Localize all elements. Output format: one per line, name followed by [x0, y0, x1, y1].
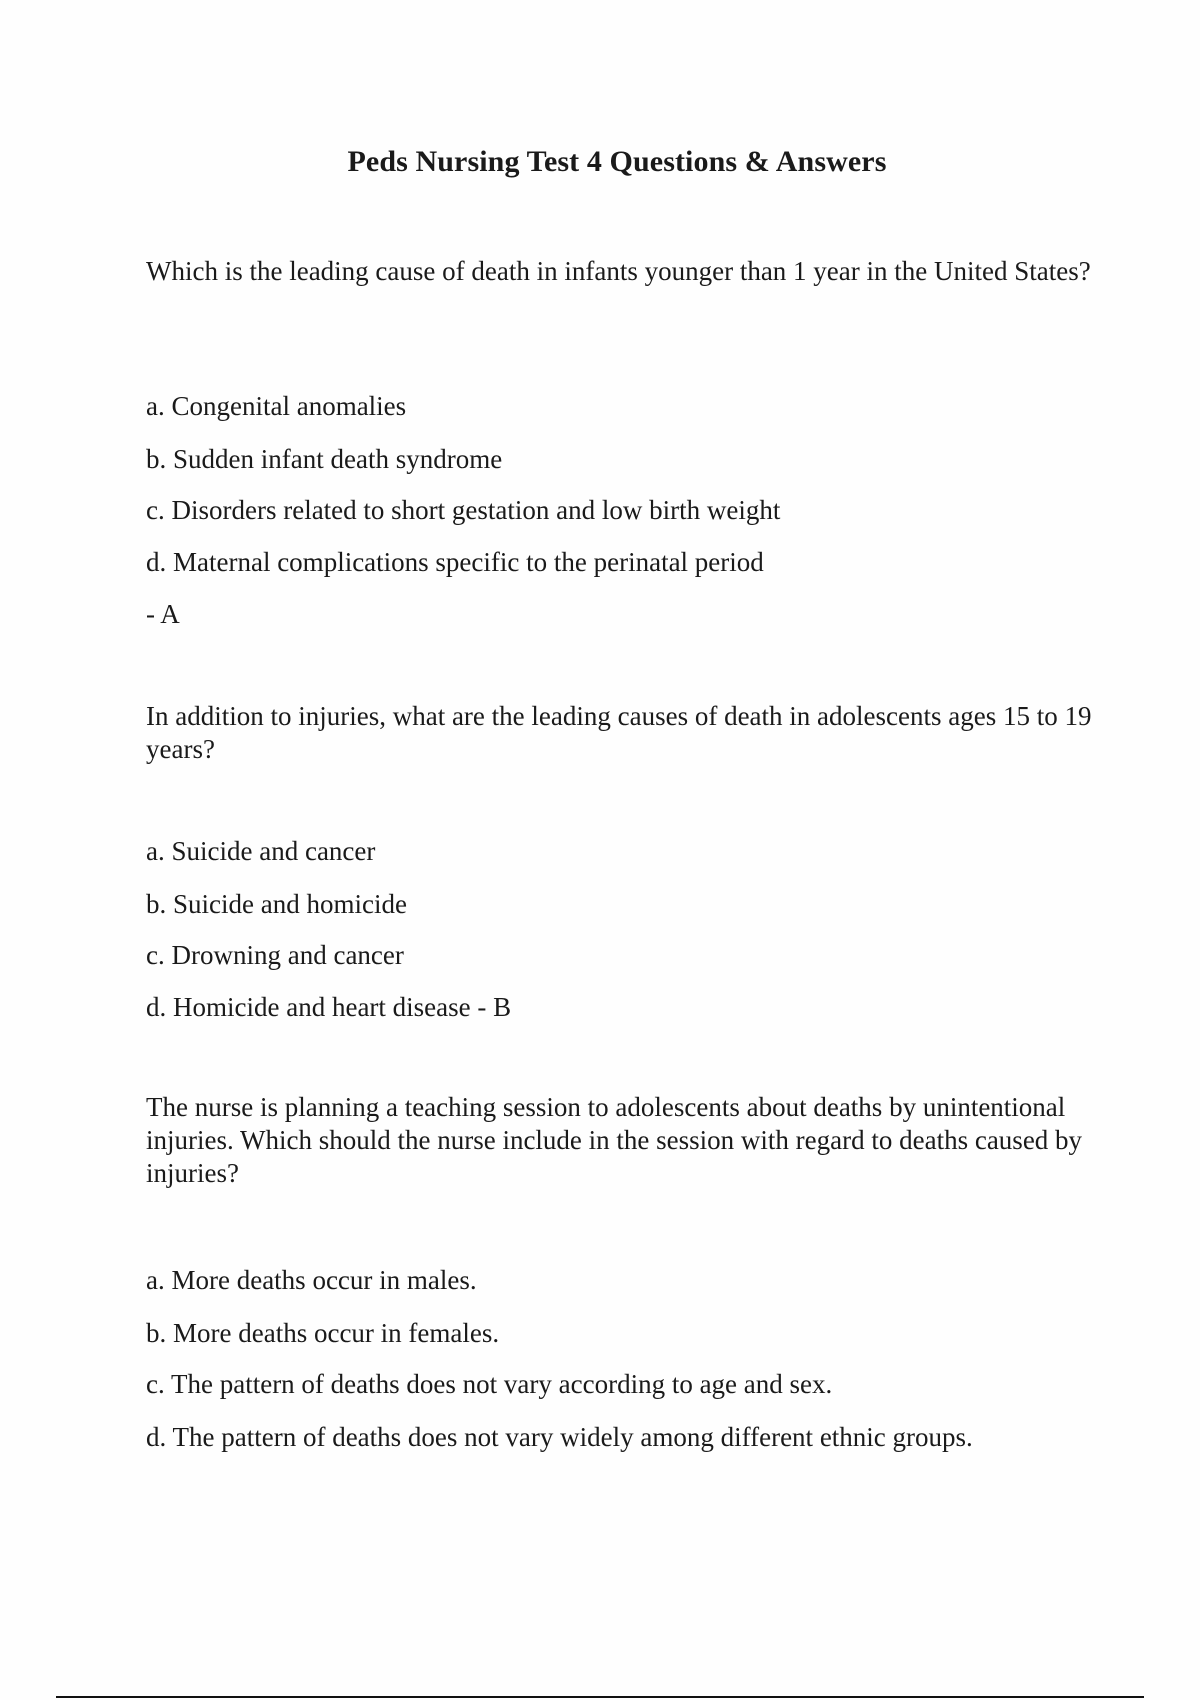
- question-1-option-d: d. Maternal complications specific to the perinatal period: [146, 547, 764, 577]
- question-2-option-d: d. Homicide and heart disease - B: [146, 992, 512, 1022]
- question-2-text: In addition to injuries, what are the leading causes of death in adolescents ages 15 to 19 years?: [146, 701, 1092, 764]
- question-2-option-a: a. Suicide and cancer: [146, 836, 376, 866]
- question-3-option-a: a. More deaths occur in males.: [146, 1265, 477, 1295]
- question-2-option-b: b. Suicide and homicide: [146, 889, 407, 919]
- page-bottom-rule: [56, 1696, 1144, 1698]
- question-1-option-c: c. Disorders related to short gestation and low birth weight: [146, 495, 781, 525]
- question-3-option-d: d. The pattern of deaths does not vary widely among different ethnic groups.: [146, 1422, 973, 1452]
- question-1-option-b: b. Sudden infant death syndrome: [146, 444, 503, 474]
- question-1-option-a: a. Congenital anomalies: [146, 391, 407, 421]
- question-3-option-c: c. The pattern of deaths does not vary according to age and sex.: [146, 1369, 833, 1399]
- question-1-text: Which is the leading cause of death in infants younger than 1 year in the United States?: [146, 256, 1091, 286]
- question-2-option-c: c. Drowning and cancer: [146, 940, 404, 970]
- question-1-answer: - A: [146, 599, 180, 629]
- document-title: Peds Nursing Test 4 Questions & Answers: [347, 145, 887, 178]
- question-3-text: The nurse is planning a teaching session to adolescents about deaths by unintentional injuries. Which should the nurse include in the session with regard to deaths caused by injuries?: [146, 1092, 1083, 1188]
- question-3-option-b: b. More deaths occur in females.: [146, 1318, 500, 1348]
